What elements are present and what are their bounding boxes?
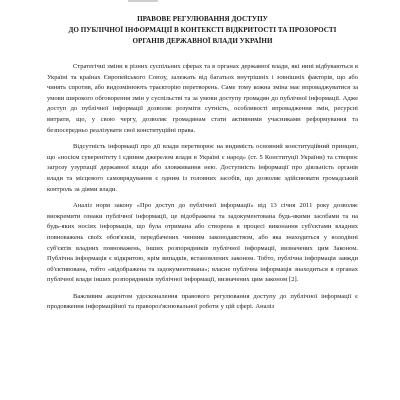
paragraph-2: Відсутність інформації про дії влади перетворює на видимість основний конституційний принцип, що «носієм суверенітету і єдиним джерелом влади в Україні є народ» (ст. 5 Конституції України) та створює загрозу узурпації державної влади або зловживання нею. Доступність інформації про діяльність органів влади та місцевого самоврядування є одним із головних засобів, що дозволяє здійснювати громадський контроль за діями влади.: [47, 143, 358, 193]
title-line-1: ПРАВОВЕ РЕГУЛЮВАННЯ ДОСТУПУ: [137, 15, 268, 23]
title-line-3: ОРГАНІВ ДЕРЖАВНОЇ ВЛАДИ УКРАЇНИ: [132, 37, 273, 45]
paragraph-1: Стратегічні зміни в різних суспільних сферах та в органах державної влади, які нині відбуваються в Україні та країнах Європейського Союзу, залежать від багатьох внутрішніх і зовнішніх факторів, що або чинять спротив, або видозмінюють траєкторію перетворень. Саме тому кожна зміна має впроваджуватися за умови широкого обговорення змін у суспільстві та за умови доступу громадян до публічної інформації. Адже доступ до публічної інформації дозволяє розуміти сутність, особливості впровадження змін, ресурсні витрати, що, у свою чергу, дозволяє громадянам стати активними учасниками реформування та безпосередньо реалізувати свої конституційні права.: [47, 63, 358, 134]
paragraph-4: Важливим акцентом удосконалення правового регулювання доступу до публічної інформації є продовження інформаційної та правороз'яснювальної роботи у цій сфері. Аналіз: [47, 292, 358, 311]
paragraph-3: Аналіз норм закону «Про доступ до публічної інформації» від 13 січня 2011 року дозволяє виокремити ознаки публічної інформації, це відображена та задокументована будь-якими засобами та на будь-яких носіях інформація, що була отримана або створена в процесі виконання суб'єктами владних повноважень своїх обов'язків, передбачених чинним законодавством, або яка знаходиться у володінні суб'єктів владних повноважень, інших розпорядників публічної інформації, визначених цим Законом. Публічна інформація є відкритою, крім випадків, встановлених законом. Тобто, публічна інформація завжди об'єктивована, тобто «відображена та задокументована»; власне публічна інформація знаходиться в органах публічної влади інших розпорядників публічної інформації, визначених цим законом [2].: [47, 202, 358, 284]
document-title: [47, 14, 358, 47]
title-line-2: ДО ПУБЛІЧНОЇ ІНФОРМАЦІЇ В КОНТЕКСТІ ВІДКРИТОСТІ ТА ПРОЗОРОСТІ: [68, 26, 337, 34]
page-edge-mark: [128, 0, 158, 2]
